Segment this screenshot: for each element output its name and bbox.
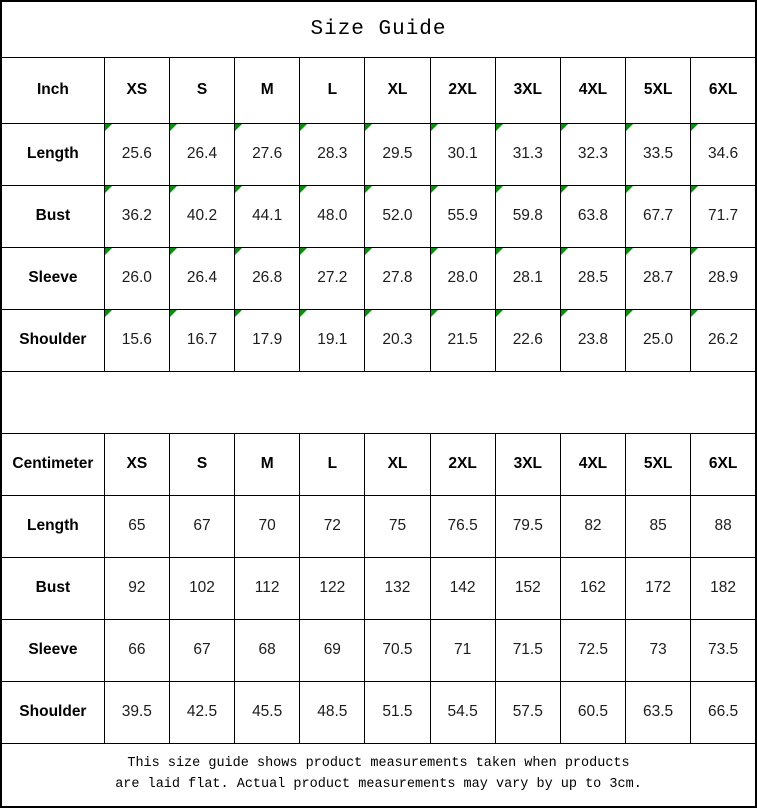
inch-size-col-header (691, 57, 756, 123)
green-corner-marker-icon (235, 186, 242, 193)
measurement-cell-text: 76.5 (447, 517, 478, 534)
inch-row-sleeve (1, 247, 756, 309)
measurement-cell-text: 44.1 (252, 207, 283, 224)
measurement-cell (691, 123, 756, 185)
measurement-cell-text: 27.6 (252, 145, 283, 162)
measurement-cell (495, 681, 560, 743)
measurement-cell-text: 132 (384, 579, 411, 596)
measurement-cell (691, 247, 756, 309)
green-corner-marker-icon (170, 310, 177, 317)
measurement-cell-text: 27.8 (382, 269, 413, 286)
green-corner-marker-icon (105, 248, 112, 255)
measurement-cell-text: 71.5 (512, 641, 543, 658)
inch-size-col-header-text: L (327, 81, 338, 98)
measurement-cell (626, 185, 691, 247)
measurement-cell (169, 681, 234, 743)
cm-size-col-header (365, 433, 430, 495)
green-corner-marker-icon (626, 124, 633, 131)
measurement-cell (495, 185, 560, 247)
green-corner-marker-icon (431, 124, 438, 131)
measurement-cell-text: 85 (649, 517, 667, 534)
measurement-row-label (1, 247, 104, 309)
measurement-cell (235, 557, 300, 619)
measurement-cell-text: 16.7 (186, 331, 218, 348)
measurement-cell (430, 681, 495, 743)
green-corner-marker-icon (626, 248, 633, 255)
measurement-cell-text: 26.2 (708, 331, 739, 348)
green-corner-marker-icon (626, 310, 633, 317)
measurement-cell (365, 681, 430, 743)
measurement-cell (430, 557, 495, 619)
measurement-cell (691, 309, 756, 371)
inch-size-col-header (365, 57, 430, 123)
measurement-cell (365, 123, 430, 185)
measurement-cell-text: 70.5 (382, 641, 413, 658)
inch-row-bust (1, 185, 756, 247)
inch-size-col-header-text: M (260, 81, 274, 98)
green-corner-marker-icon (431, 310, 438, 317)
measurement-cell-text: 33.5 (643, 145, 674, 162)
measurement-cell-text: 60.5 (577, 703, 609, 720)
measurement-cell (430, 123, 495, 185)
measurement-cell-text: 75 (388, 517, 407, 534)
measurement-cell (169, 495, 234, 557)
measurement-row-label (1, 619, 104, 681)
inch-size-col-header (235, 57, 300, 123)
inch-header-row (1, 57, 756, 123)
inch-size-col-header-text: 2XL (448, 81, 477, 98)
measurement-cell-text: 36.2 (121, 207, 152, 224)
cm-size-col-header-text: S (196, 455, 208, 472)
measurement-cell-text: 52.0 (382, 207, 413, 224)
cm-size-col-header (430, 433, 495, 495)
inch-size-col-header-text: 3XL (513, 81, 542, 98)
measurement-cell-text: 26.8 (252, 269, 283, 286)
cm-size-col-header-text: 5XL (643, 455, 673, 472)
measurement-cell (300, 557, 365, 619)
measurement-cell-text: 40.2 (186, 207, 218, 224)
measurement-cell-text: 45.5 (252, 703, 283, 720)
measurement-cell (235, 495, 300, 557)
measurement-cell-text: 34.6 (708, 145, 739, 162)
measurement-cell-text: 66.5 (708, 703, 739, 720)
inch-row-length (1, 123, 756, 185)
cm-unit-label-text: Centimeter (12, 455, 94, 472)
measurement-cell (560, 185, 625, 247)
measurement-cell-text: 59.8 (512, 207, 543, 224)
measurement-cell-text: 25.6 (121, 145, 152, 162)
measurement-cell (691, 619, 756, 681)
spacer-row (1, 371, 756, 433)
green-corner-marker-icon (496, 248, 503, 255)
measurement-cell-text: 32.3 (577, 145, 609, 162)
spacer-section (1, 371, 756, 433)
measurement-cell (365, 309, 430, 371)
measurement-cell (104, 557, 169, 619)
measurement-cell-text: 67 (193, 517, 211, 534)
green-corner-marker-icon (170, 186, 177, 193)
inch-size-col-header (169, 57, 234, 123)
green-corner-marker-icon (365, 186, 372, 193)
measurement-cell (430, 247, 495, 309)
measurement-cell (169, 185, 234, 247)
measurement-cell (104, 247, 169, 309)
measurement-cell-text: 67 (193, 641, 211, 658)
measurement-cell (626, 619, 691, 681)
measurement-row-label-text: Length (27, 145, 79, 162)
measurement-cell (235, 247, 300, 309)
measurement-cell-text: 39.5 (121, 703, 152, 720)
measurement-cell (169, 619, 234, 681)
measurement-cell-text: 79.5 (512, 517, 543, 534)
measurement-cell-text: 142 (449, 579, 476, 596)
green-corner-marker-icon (626, 186, 633, 193)
page-title: Size Guide (1, 1, 756, 57)
inch-size-col-header (626, 57, 691, 123)
measurement-row-label-text: Bust (35, 579, 71, 596)
measurement-cell (495, 557, 560, 619)
measurement-cell (235, 309, 300, 371)
cm-size-col-header (169, 433, 234, 495)
footer-note-line1: This size guide shows product measurements taken when products (127, 755, 630, 771)
measurement-row-label-text: Length (27, 517, 79, 534)
footer-section (1, 743, 756, 807)
cm-size-col-header-text: 2XL (448, 455, 477, 472)
measurement-cell-text: 28.1 (512, 269, 543, 286)
green-corner-marker-icon (300, 310, 307, 317)
measurement-cell (300, 185, 365, 247)
measurement-cell (169, 123, 234, 185)
measurement-cell-text: 51.5 (382, 703, 413, 720)
green-corner-marker-icon (691, 124, 698, 131)
measurement-cell (691, 185, 756, 247)
inch-size-col-header (560, 57, 625, 123)
measurement-cell (300, 681, 365, 743)
measurement-cell-text: 26.4 (186, 269, 218, 286)
measurement-cell (430, 619, 495, 681)
measurement-cell (235, 619, 300, 681)
green-corner-marker-icon (561, 186, 568, 193)
measurement-cell (626, 123, 691, 185)
measurement-cell-text: 26.0 (121, 269, 152, 286)
measurement-cell (560, 309, 625, 371)
measurement-cell-text: 69 (323, 641, 341, 658)
measurement-cell-text: 88 (714, 517, 732, 534)
measurement-cell (169, 247, 234, 309)
measurement-cell-text: 15.6 (121, 331, 152, 348)
measurement-cell (495, 619, 560, 681)
green-corner-marker-icon (300, 124, 307, 131)
measurement-cell (365, 247, 430, 309)
measurement-cell (365, 495, 430, 557)
inch-size-col-header (495, 57, 560, 123)
measurement-cell (365, 619, 430, 681)
measurement-cell-text: 65 (128, 517, 146, 534)
green-corner-marker-icon (561, 248, 568, 255)
measurement-cell (365, 557, 430, 619)
measurement-cell (300, 495, 365, 557)
measurement-cell (169, 309, 234, 371)
measurement-cell (300, 247, 365, 309)
measurement-cell-text: 122 (319, 579, 346, 596)
cm-header-row (1, 433, 756, 495)
measurement-cell-text: 28.0 (447, 269, 478, 286)
measurement-cell-text: 25.0 (643, 331, 674, 348)
measurement-cell (104, 619, 169, 681)
measurement-row-label (1, 557, 104, 619)
measurement-cell (104, 495, 169, 557)
measurement-cell-text: 71 (454, 641, 472, 658)
cm-size-col-header-text: 3XL (513, 455, 542, 472)
measurement-cell-text: 20.3 (382, 331, 413, 348)
measurement-cell (560, 619, 625, 681)
measurement-cell (560, 495, 625, 557)
green-corner-marker-icon (561, 124, 568, 131)
measurement-cell-text: 71.7 (708, 207, 739, 224)
green-corner-marker-icon (365, 248, 372, 255)
cm-size-col-header-text: XL (387, 455, 408, 472)
measurement-cell-text: 66 (128, 641, 146, 658)
measurement-cell-text: 73 (649, 641, 667, 658)
inch-size-col-header (104, 57, 169, 123)
measurement-cell (495, 495, 560, 557)
inch-size-col-header-text: XS (126, 81, 148, 98)
measurement-cell-text: 28.3 (317, 145, 348, 162)
measurement-cell-text: 152 (514, 579, 541, 596)
green-corner-marker-icon (170, 248, 177, 255)
inch-unit-label (1, 57, 104, 123)
inch-size-col-header-text: 5XL (643, 81, 673, 98)
cm-size-col-header (691, 433, 756, 495)
measurement-row-label-text: Sleeve (28, 641, 78, 658)
green-corner-marker-icon (561, 310, 568, 317)
measurement-cell-text: 63.8 (577, 207, 609, 224)
green-corner-marker-icon (365, 124, 372, 131)
measurement-cell-text: 68 (258, 641, 276, 658)
measurement-cell (495, 123, 560, 185)
green-corner-marker-icon (300, 248, 307, 255)
title-row (1, 1, 756, 57)
inch-size-col-header-text: 4XL (578, 81, 608, 98)
measurement-cell-text: 54.5 (447, 703, 478, 720)
cm-unit-label (1, 433, 104, 495)
measurement-cell-text: 48.5 (317, 703, 348, 720)
measurement-cell-text: 31.3 (512, 145, 543, 162)
cm-size-col-header (626, 433, 691, 495)
measurement-row-label-text: Sleeve (28, 269, 78, 286)
measurement-row-label-text: Shoulder (19, 331, 87, 348)
green-corner-marker-icon (431, 186, 438, 193)
measurement-cell-text: 92 (128, 579, 146, 596)
green-corner-marker-icon (235, 248, 242, 255)
green-corner-marker-icon (170, 124, 177, 131)
measurement-cell (104, 309, 169, 371)
measurement-cell (560, 681, 625, 743)
inch-table-body (1, 57, 756, 371)
measurement-cell-text: 21.5 (447, 331, 478, 348)
cm-row-shoulder (1, 681, 756, 743)
measurement-cell-text: 82 (584, 517, 602, 534)
measurement-cell (691, 495, 756, 557)
cm-size-col-header (495, 433, 560, 495)
measurement-cell-text: 55.9 (447, 207, 478, 224)
measurement-cell-text: 26.4 (186, 145, 218, 162)
cm-table-body (1, 433, 756, 743)
measurement-cell (169, 557, 234, 619)
measurement-cell (626, 309, 691, 371)
inch-size-col-header-text: S (196, 81, 208, 98)
measurement-cell-text: 73.5 (708, 641, 739, 658)
measurement-cell-text: 27.2 (317, 269, 348, 286)
inch-size-col-header-text: XL (387, 81, 408, 98)
measurement-cell-text: 102 (189, 579, 215, 596)
green-corner-marker-icon (105, 124, 112, 131)
green-corner-marker-icon (105, 310, 112, 317)
measurement-cell-text: 57.5 (512, 703, 543, 720)
measurement-cell-text: 48.0 (317, 207, 348, 224)
cm-size-col-header (300, 433, 365, 495)
measurement-cell-text: 23.8 (577, 331, 609, 348)
cm-row-length (1, 495, 756, 557)
green-corner-marker-icon (300, 186, 307, 193)
measurement-cell-text: 42.5 (186, 703, 218, 720)
measurement-cell (300, 123, 365, 185)
measurement-cell (430, 185, 495, 247)
measurement-cell (104, 123, 169, 185)
measurement-row-label (1, 309, 104, 371)
cm-size-col-header (560, 433, 625, 495)
cm-size-col-header-text: XS (126, 455, 148, 472)
green-corner-marker-icon (691, 186, 698, 193)
green-corner-marker-icon (235, 310, 242, 317)
measurement-cell-text: 162 (580, 579, 606, 596)
measurement-cell (104, 681, 169, 743)
inch-row-shoulder (1, 309, 756, 371)
measurement-cell (691, 557, 756, 619)
measurement-cell (495, 309, 560, 371)
measurement-row-label (1, 495, 104, 557)
measurement-cell (626, 495, 691, 557)
measurement-cell-text: 72.5 (577, 641, 609, 658)
measurement-cell-text: 67.7 (643, 207, 674, 224)
green-corner-marker-icon (496, 186, 503, 193)
measurement-cell-text: 63.5 (643, 703, 674, 720)
cm-row-bust (1, 557, 756, 619)
cm-row-sleeve (1, 619, 756, 681)
measurement-cell-text: 182 (710, 579, 737, 596)
measurement-cell-text: 72 (323, 517, 341, 534)
measurement-row-label-text: Bust (35, 207, 71, 224)
measurement-cell (365, 185, 430, 247)
measurement-cell (300, 309, 365, 371)
footer-row (1, 743, 756, 807)
measurement-row-label (1, 123, 104, 185)
measurement-cell-text: 28.9 (708, 269, 739, 286)
measurement-cell (104, 185, 169, 247)
green-corner-marker-icon (691, 310, 698, 317)
measurement-cell-text: 112 (254, 579, 280, 596)
measurement-row-label-text: Shoulder (19, 703, 87, 720)
green-corner-marker-icon (235, 124, 242, 131)
title-section (1, 1, 756, 57)
measurement-cell-text: 19.1 (317, 331, 348, 348)
inch-size-col-header (430, 57, 495, 123)
inch-size-col-header (300, 57, 365, 123)
measurement-cell (430, 495, 495, 557)
green-corner-marker-icon (105, 186, 112, 193)
green-corner-marker-icon (365, 310, 372, 317)
measurement-cell (235, 185, 300, 247)
measurement-row-label (1, 185, 104, 247)
measurement-cell (626, 681, 691, 743)
measurement-cell (626, 557, 691, 619)
measurement-cell (300, 619, 365, 681)
measurement-cell (560, 247, 625, 309)
measurement-cell (235, 681, 300, 743)
measurement-cell (560, 557, 625, 619)
measurement-cell (626, 247, 691, 309)
cm-size-col-header-text: M (260, 455, 274, 472)
measurement-cell-text: 28.7 (643, 269, 674, 286)
footer-note-line2: are laid flat. Actual product measurements may vary by up to 3cm. (115, 776, 642, 792)
measurement-cell (560, 123, 625, 185)
measurement-cell-text: 70 (258, 517, 276, 534)
measurement-cell-text: 22.6 (512, 331, 543, 348)
footer-note (1, 743, 756, 807)
cm-size-col-header (235, 433, 300, 495)
green-corner-marker-icon (691, 248, 698, 255)
measurement-cell (495, 247, 560, 309)
measurement-cell-text: 172 (645, 579, 672, 596)
measurement-cell (235, 123, 300, 185)
inch-size-col-header-text: 6XL (708, 81, 738, 98)
measurement-cell-text: 17.9 (252, 331, 283, 348)
measurement-cell-text: 29.5 (382, 145, 413, 162)
cm-size-col-header-text: 6XL (708, 455, 738, 472)
cm-size-col-header-text: 4XL (578, 455, 608, 472)
cm-size-col-header-text: L (327, 455, 338, 472)
green-corner-marker-icon (496, 124, 503, 131)
measurement-cell-text: 28.5 (577, 269, 609, 286)
measurement-row-label (1, 681, 104, 743)
green-corner-marker-icon (496, 310, 503, 317)
inch-unit-label-text: Inch (36, 81, 69, 98)
measurement-cell (430, 309, 495, 371)
green-corner-marker-icon (431, 248, 438, 255)
measurement-cell-text: 30.1 (447, 145, 478, 162)
spacer-cell (1, 371, 756, 433)
measurement-cell (691, 681, 756, 743)
cm-size-col-header (104, 433, 169, 495)
